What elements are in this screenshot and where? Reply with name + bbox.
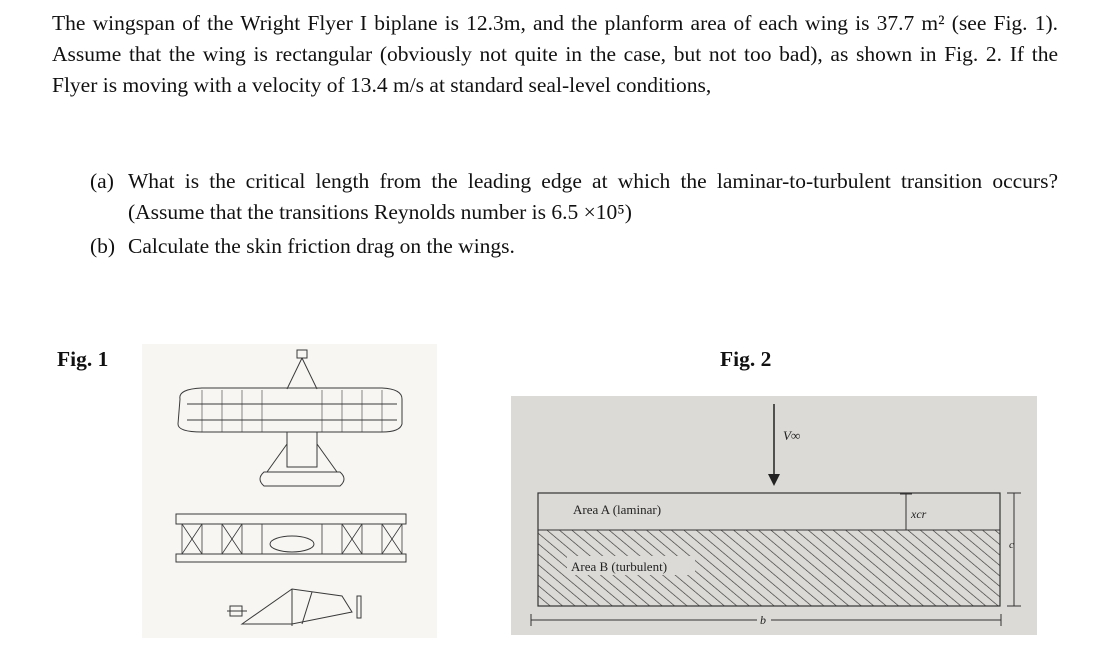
wright-flyer-svg [142,344,437,638]
area-b-label: Area B (turbulent) [571,559,668,574]
question-label: (a) [90,169,114,193]
xcr-label: xcr [911,507,927,521]
lower-wing-front [176,554,406,562]
question-text: Calculate the skin friction drag on the wings. [128,234,515,258]
question-item [90,231,1058,262]
tail-top [260,472,344,486]
wing-planform-diagram [511,396,1037,635]
main-wing-top [178,388,402,432]
chord-label: c [1009,539,1014,551]
fig2-label: Fig. 2 [720,347,772,371]
problem-statement: The wingspan of the Wright Flyer I biplane is 12.3m, and the planform area of each wing is 37.7 m² (see Fig. 1). Assume that the wing is rectangular (obviously not quite in the case, but not too bad), as shown in Fig. 2. If the Flyer is moving with a velocity of 13.4 m/s at standard seal-level conditions, [52,11,1058,97]
upper-wing-front [176,514,406,524]
question-label: (b) [90,234,116,258]
canard-top [297,350,307,358]
wright-flyer-drawing [142,344,437,638]
question-list [90,166,1058,265]
area-a-label: Area A (laminar) [573,502,662,517]
side-view-body [242,589,352,624]
span-label: b [760,613,766,627]
wing-planform-svg [511,396,1037,635]
fig1-label: Fig. 1 [57,347,109,371]
question-item [90,166,1058,228]
velocity-label: V∞ [783,428,801,443]
question-text: What is the critical length from the leading edge at which the laminar-to-turbulent transition occurs? (Assume that the transitions Reynolds number is 6.5 ×10⁵) [128,169,1058,224]
